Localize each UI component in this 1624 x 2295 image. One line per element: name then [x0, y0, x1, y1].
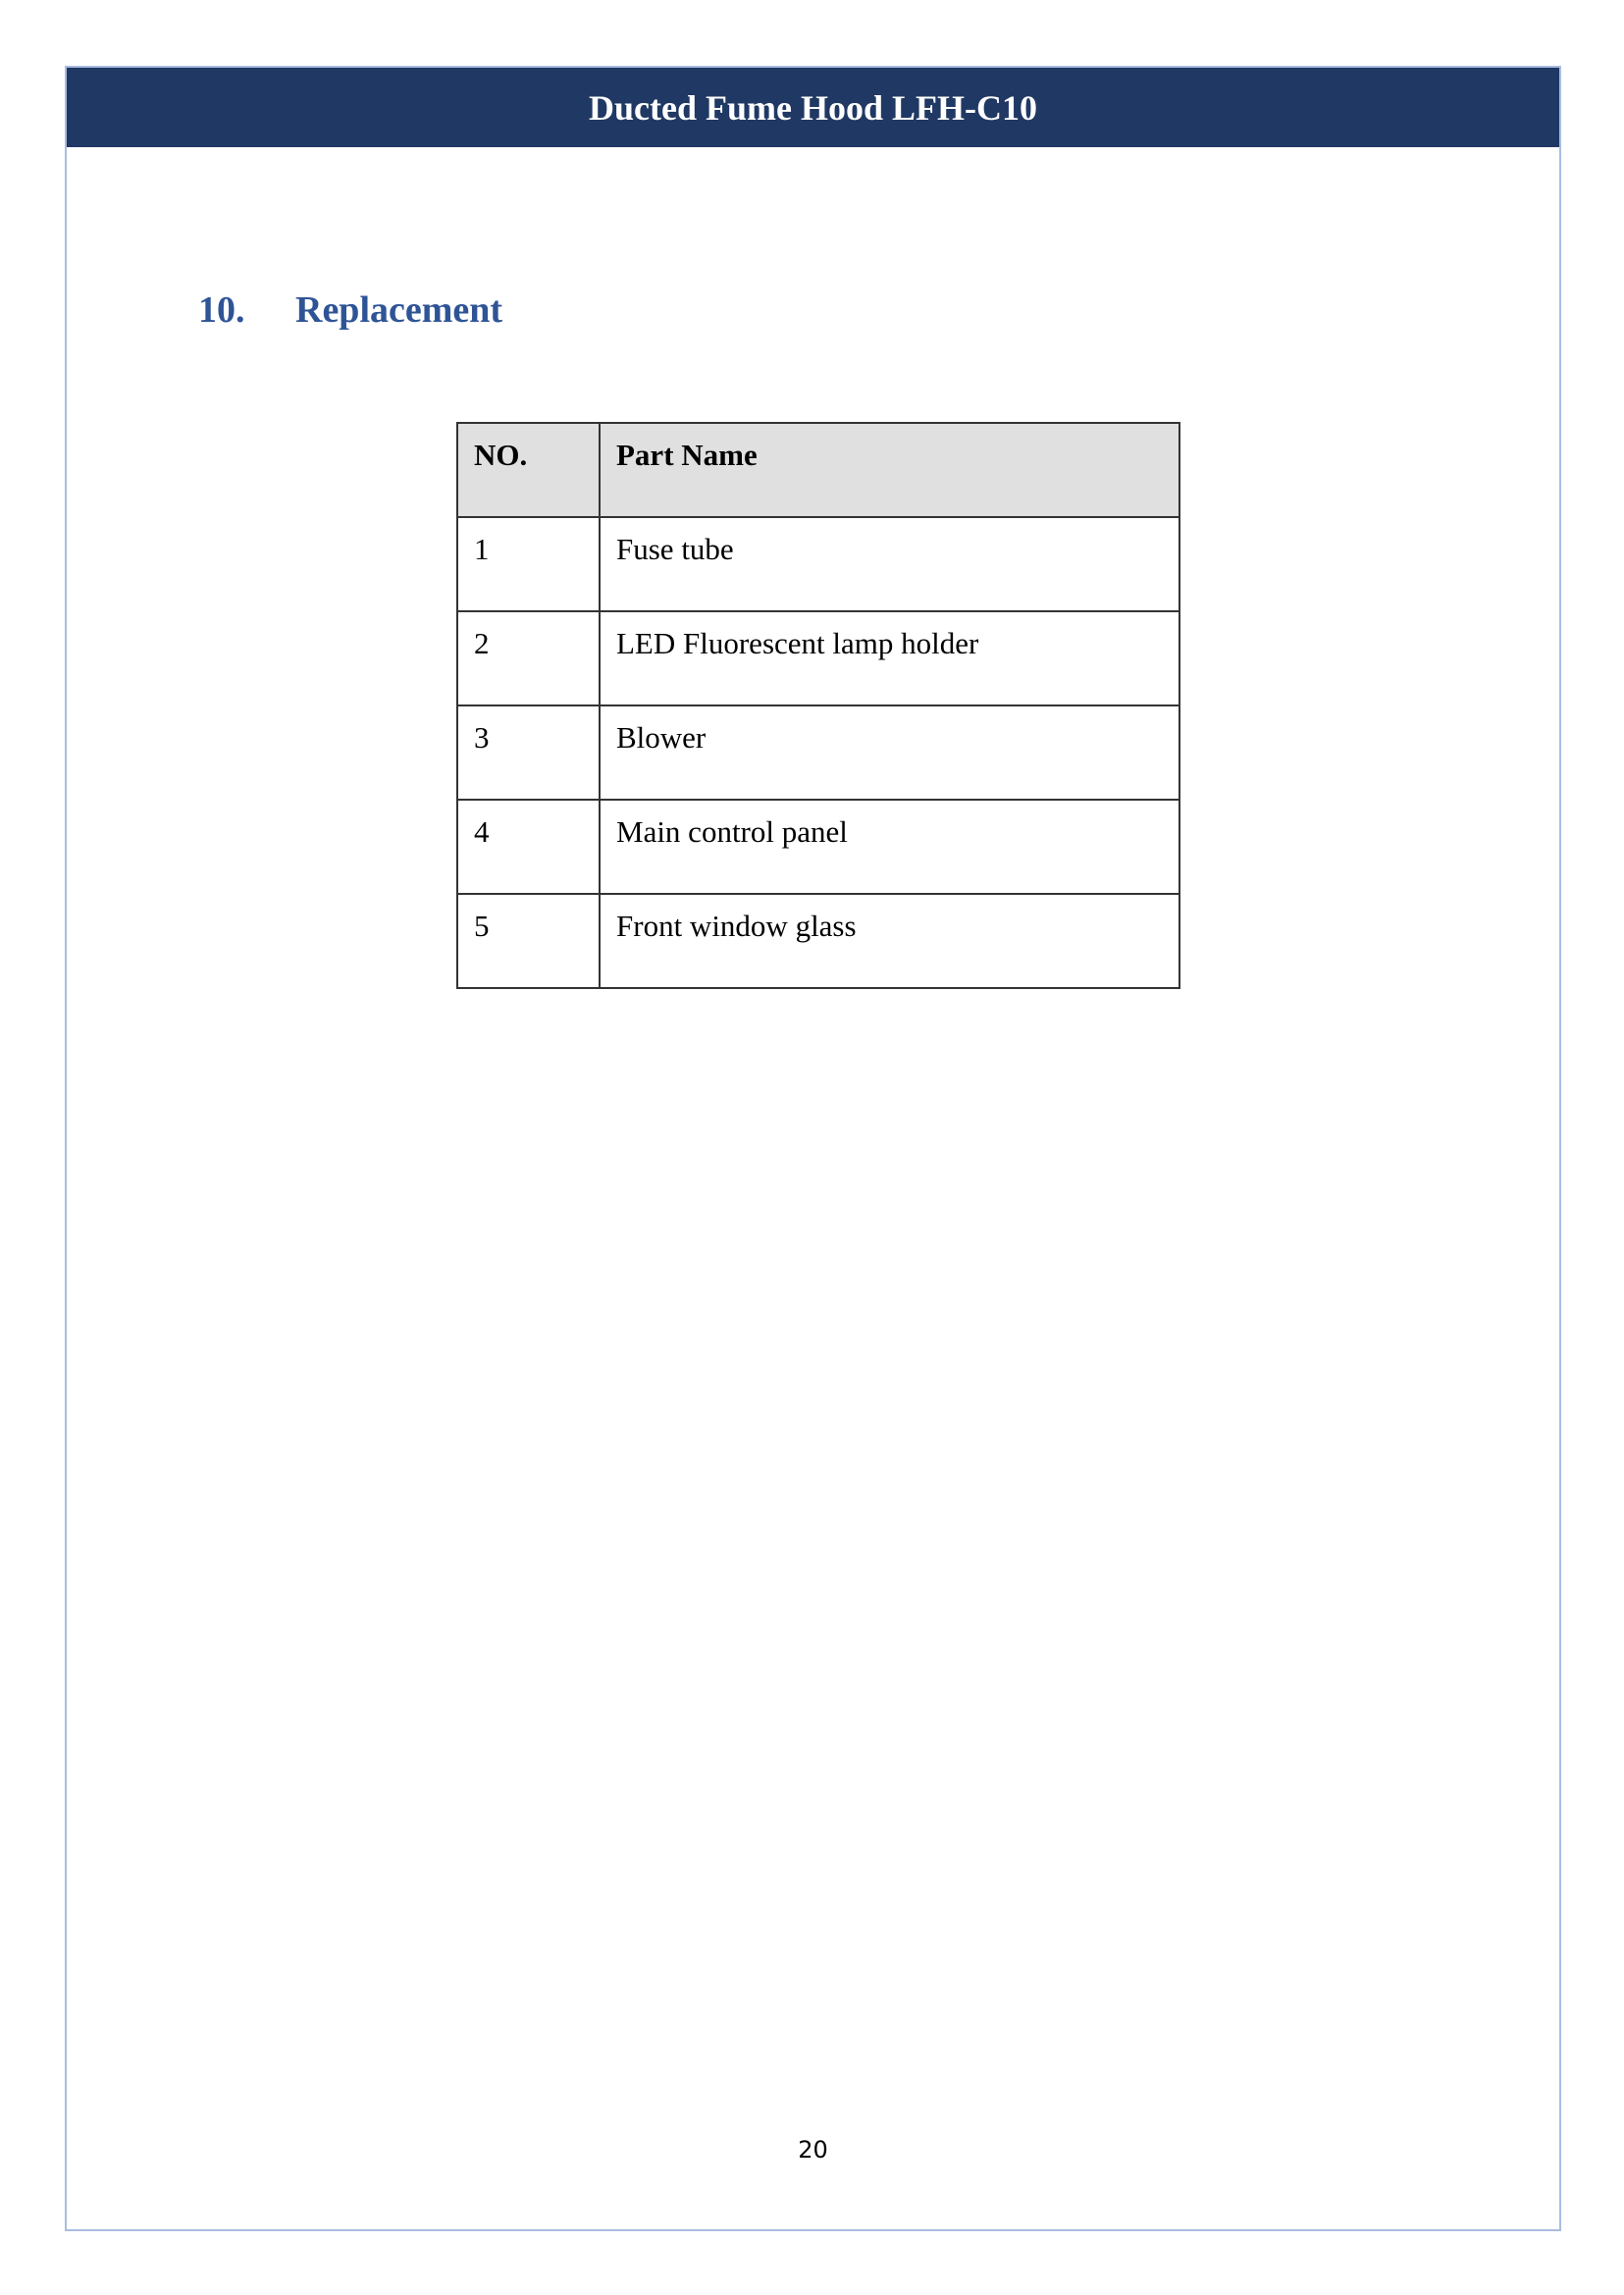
cell-no: 5 [457, 894, 600, 988]
section-heading [198, 288, 502, 332]
replacement-parts-table [456, 422, 1180, 989]
cell-part-name: Main control panel [600, 800, 1179, 894]
cell-no: 4 [457, 800, 600, 894]
table-row [457, 705, 1179, 800]
column-header-no: NO. [457, 423, 600, 517]
table-row [457, 517, 1179, 611]
cell-no: 2 [457, 611, 600, 705]
cell-no: 1 [457, 517, 600, 611]
cell-part-name: LED Fluorescent lamp holder [600, 611, 1179, 705]
page [65, 66, 1561, 2231]
section-number: 10. [198, 289, 245, 331]
table-row [457, 800, 1179, 894]
column-header-part-name: Part Name [600, 423, 1179, 517]
table-row [457, 894, 1179, 988]
document-header [67, 68, 1559, 147]
table-header-row [457, 423, 1179, 517]
section-title: Replacement [295, 289, 503, 331]
header-title: Ducted Fume Hood LFH-C10 [589, 87, 1037, 128]
cell-part-name: Front window glass [600, 894, 1179, 988]
table-row [457, 611, 1179, 705]
cell-part-name: Fuse tube [600, 517, 1179, 611]
page-number: 20 [798, 2136, 828, 2164]
cell-no: 3 [457, 705, 600, 800]
cell-part-name: Blower [600, 705, 1179, 800]
